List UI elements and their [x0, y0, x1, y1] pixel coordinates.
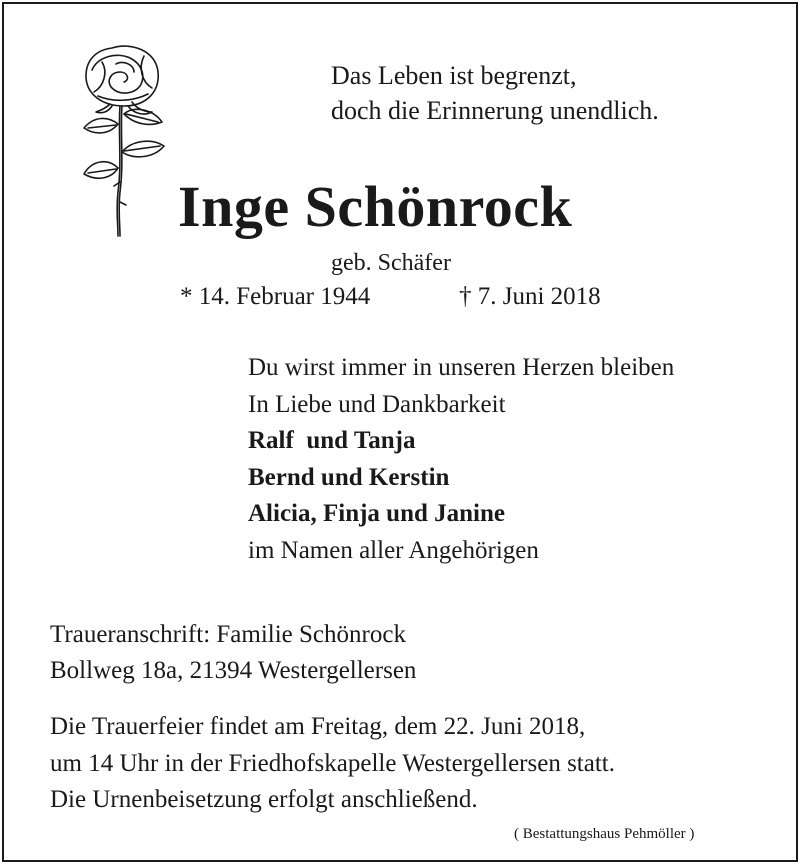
maiden-name: geb. Schäfer	[331, 250, 451, 276]
family-closing: im Namen aller Angehörigen	[248, 536, 539, 564]
family-line-1: Du wirst immer in unseren Herzen bleiben	[248, 354, 675, 381]
service-line-2: um 14 Uhr in der Friedhofskapelle Westergellersen statt.	[50, 749, 615, 777]
address-line-1: Traueranschrift: Familie Schönrock	[50, 621, 406, 648]
family-block	[248, 350, 674, 569]
family-name-1: Ralf und Tanja	[248, 427, 416, 454]
birth-date: * 14. Februar 1944	[180, 283, 371, 310]
death-date: † 7. Juni 2018	[459, 283, 601, 310]
address-line-2: Bollweg 18a, 21394 Westergellersen	[50, 657, 417, 684]
mourning-address	[50, 617, 416, 689]
obituary-notice	[2, 2, 798, 862]
motto-line-1: Das Leben ist begrenzt,	[331, 61, 577, 90]
family-name-2: Bernd und Kerstin	[248, 463, 450, 491]
family-line-2: In Liebe und Dankbarkeit	[248, 390, 506, 418]
service-info	[50, 709, 615, 819]
rose-icon	[72, 42, 172, 238]
service-line-1: Die Trauerfeier findet am Freitag, dem 22. Juni 2018,	[50, 713, 586, 740]
funeral-home-credit: ( Bestattungshaus Pehmöller )	[514, 826, 695, 842]
motto-line-2: doch die Erinnerung unendlich.	[331, 96, 659, 125]
motto	[331, 58, 659, 128]
deceased-name: Inge Schönrock	[178, 174, 573, 239]
family-name-3: Alicia, Finja und Janine	[248, 500, 505, 527]
service-line-3: Die Urnenbeisetzung erfolgt anschließend.	[50, 786, 478, 813]
